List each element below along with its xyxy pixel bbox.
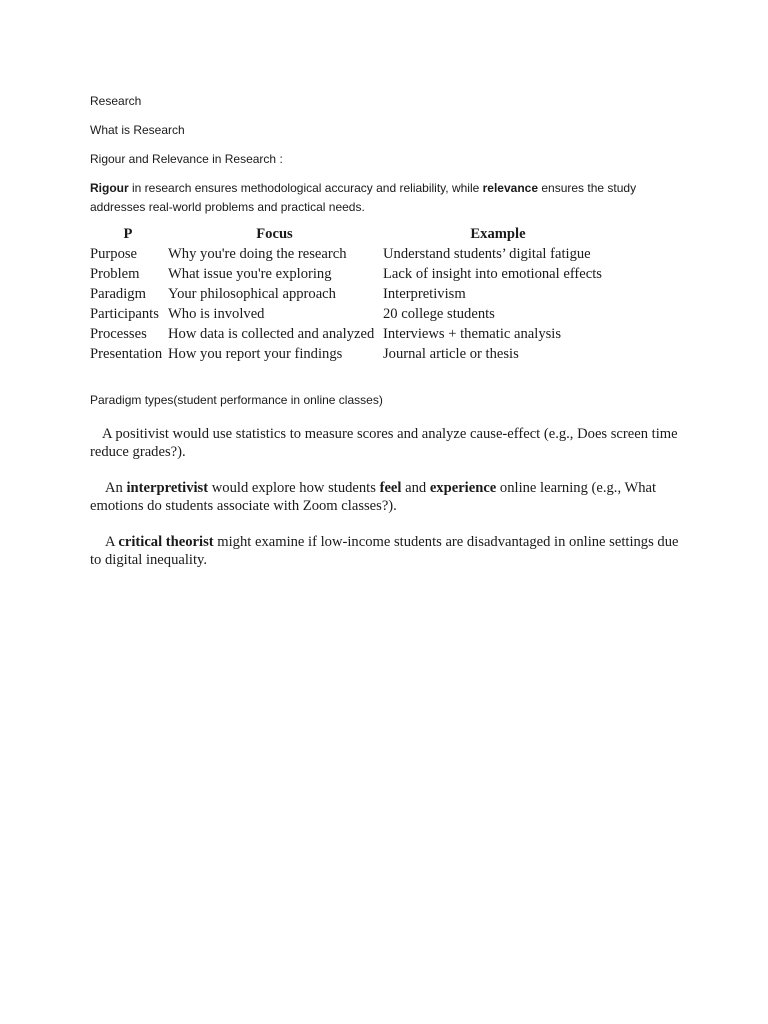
rigour-text-2: ensures the study addresses real-world problems and practical needs. [90,181,637,214]
table-cell: Your philosophical approach [168,286,336,302]
text-run: and [401,480,430,496]
table-cell: How data is collected and analyzed [168,326,375,342]
critical-theorist-term: critical theorist [118,534,214,550]
table-cell: Processes [90,326,147,342]
table-cell: Understand students’ digital fatigue [383,246,591,262]
table-cell: Participants [90,306,159,322]
table-row [89,244,614,264]
column-header-example: Example [470,226,526,242]
experience-term: experience [429,480,497,496]
text-run: would explore how students [208,480,380,496]
column-header-p: P [123,226,133,242]
relevance-term: relevance [482,181,539,195]
table-row [89,344,614,364]
heading-paradigm-types: Paradigm types(student performance in online classes) [90,393,383,407]
rigour-paragraph [90,179,690,217]
table-cell: Problem [90,266,140,282]
table-cell: Journal article or thesis [383,346,519,362]
table-header-row [89,225,614,244]
column-header-focus: Focus [256,226,293,242]
table-cell: Who is involved [168,306,265,322]
table-row [89,304,614,324]
interpretivist-paragraph [90,479,690,515]
heading-what-is-research: What is Research [90,123,185,137]
table-cell: Presentation [90,346,163,362]
table-cell: How you report your findings [168,346,343,362]
text-run: A [105,534,119,550]
table-row [89,284,614,304]
critical-theorist-paragraph [90,533,690,569]
table-cell: Interviews + thematic analysis [383,326,562,342]
table-cell: Lack of insight into emotional effects [383,266,602,282]
text-run: An [105,480,127,496]
heading-rigour-relevance: Rigour and Relevance in Research : [90,152,283,166]
table-cell: Paradigm [90,286,146,302]
interpretivist-term: interpretivist [126,480,209,496]
table-cell: Interpretivism [383,286,466,302]
table-row [89,264,614,284]
text-run: online learning (e.g., What emotions do students associate with Zoom classes?). [90,480,657,514]
feel-term: feel [379,480,402,496]
rigour-term: Rigour [90,181,129,195]
table-cell: What issue you're exploring [168,266,332,282]
table-cell: Purpose [90,246,138,262]
heading-research: Research [90,94,142,108]
rigour-text-1: in research ensures methodological accuracy and reliability, while [128,181,483,195]
table-cell: 20 college students [383,306,495,322]
text-run: might examine if low-income students are disadvantaged in online settings due to digital inequality. [90,534,679,568]
six-p-table [89,225,614,364]
document-body [90,92,690,569]
table-row [89,324,614,344]
table-cell: Why you're doing the research [168,246,347,262]
positivist-paragraph: A positivist would use statistics to measure scores and analyze cause-effect (e.g., Does screen time reduce grades?). [90,426,678,460]
